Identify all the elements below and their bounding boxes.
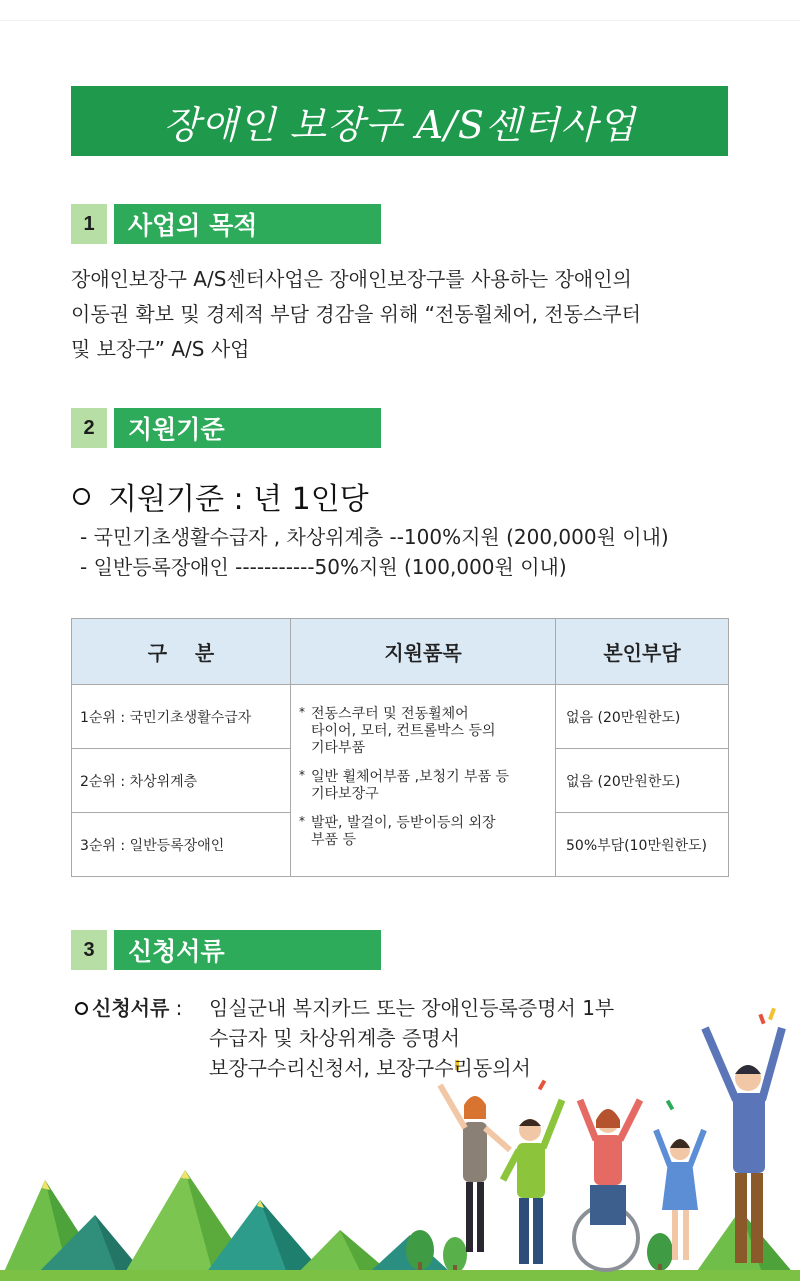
item-group <box>299 815 547 849</box>
documents-list <box>75 993 614 1083</box>
circle-bullet-icon <box>73 488 90 505</box>
table-cell-share: 50%부담(10만원한도) <box>556 813 729 877</box>
section-number: 2 <box>71 408 107 448</box>
item-line: 부품 등 <box>311 832 357 848</box>
page-title: 장애인 보장구 A/S센터사업 <box>163 102 636 147</box>
item-line: 타이어, 모터, 컨트롤박스 등의 <box>311 723 496 739</box>
section-header-standard <box>71 408 381 448</box>
documents-label-text: 신청서류 <box>92 996 170 1020</box>
table-cell-category: 2순위 : 차상위계층 <box>72 749 291 813</box>
table-row <box>72 685 729 749</box>
table-header-share: 본인부담 <box>556 619 729 685</box>
item-group <box>299 706 547 757</box>
table-cell-category: 3순위 : 일반등록장애인 <box>72 813 291 877</box>
page-title-banner <box>71 86 728 156</box>
purpose-text <box>71 262 741 367</box>
item-line: 전동스쿠터 및 전동휠체어 <box>311 706 469 722</box>
table-header-category: 구 분 <box>72 619 291 685</box>
table-cell-share: 없음 (20만원한도) <box>556 749 729 813</box>
table-cell-category: 1순위 : 국민기초생활수급자 <box>72 685 291 749</box>
purpose-line: 장애인보장구 A/S센터사업은 장애인보장구를 사용하는 장애인의 <box>71 267 632 291</box>
section-title: 신청서류 <box>114 930 381 970</box>
purpose-line: 이동권 확보 및 경제적 부담 경감을 위해 “전동휠체어, 전동스쿠터 <box>71 302 641 326</box>
documents-line: 수급자 및 차상위계층 증명서 <box>209 1026 460 1050</box>
table-cell-items <box>291 685 556 877</box>
documents-row <box>75 1053 614 1083</box>
standard-heading <box>73 474 369 518</box>
table-header-row <box>72 619 729 685</box>
asterisk-icon: * <box>299 705 305 719</box>
standard-line: - 국민기초생활수급자 , 차상위계층 --100%지원 (200,000원 이내) <box>80 525 669 549</box>
standard-line: - 일반등록장애인 -----------50%지원 (100,000원 이내) <box>80 555 567 579</box>
documents-line: 보장구수리신청서, 보장구수리동의서 <box>209 1056 531 1080</box>
standard-lines <box>80 522 669 582</box>
documents-separator: : <box>169 996 189 1020</box>
section-header-documents <box>71 930 381 970</box>
documents-line: 임실군내 복지카드 또는 장애인등록증명서 1부 <box>209 996 615 1020</box>
item-group <box>299 769 547 803</box>
asterisk-icon: * <box>299 814 305 828</box>
support-table <box>71 618 729 877</box>
section-title: 사업의 목적 <box>114 204 381 244</box>
item-line: 일반 휠체어부품 ,보청기 부품 등 <box>311 769 510 785</box>
item-line: 기타부품 <box>311 740 366 756</box>
item-line: 발판, 발걸이, 등받이등의 외장 <box>311 815 496 831</box>
asterisk-icon: * <box>299 768 305 782</box>
documents-row <box>75 993 614 1023</box>
table-cell-share: 없음 (20만원한도) <box>556 685 729 749</box>
section-number: 3 <box>71 930 107 970</box>
circle-bullet-icon <box>75 1002 88 1015</box>
section-number: 1 <box>71 204 107 244</box>
section-header-purpose <box>71 204 381 244</box>
table-header-items: 지원품목 <box>291 619 556 685</box>
purpose-line: 및 보장구” A/S 사업 <box>71 337 250 361</box>
item-line: 기타보장구 <box>311 786 379 802</box>
standard-heading-text: 지원기준 : 년 1인당 <box>108 482 369 517</box>
section-title: 지원기준 <box>114 408 381 448</box>
documents-row <box>75 1023 614 1053</box>
ground-strip <box>0 1270 800 1281</box>
top-divider <box>0 20 800 21</box>
documents-label <box>75 993 209 1023</box>
